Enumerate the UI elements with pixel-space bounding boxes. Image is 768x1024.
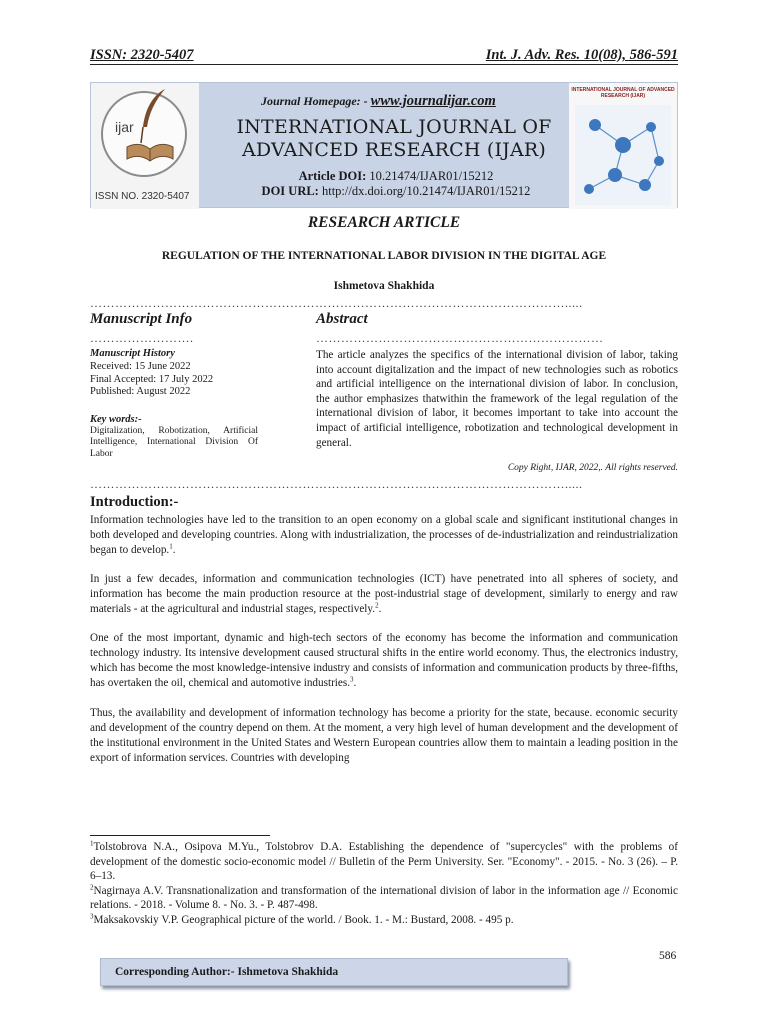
journal-cover-image [569, 83, 677, 209]
published-date: Published: August 2022 [90, 386, 191, 398]
header-issn: ISSN: 2320-5407 [90, 47, 194, 63]
article-type: RESEARCH ARTICLE [307, 214, 461, 231]
abstract-heading: Abstract [316, 311, 368, 327]
journal-banner [90, 82, 678, 208]
footnote-1: $^1$Tolstobrova N.A., Osipova M.Yu., Tolstobrov D.A. Establishing the dependence of "supercycles" with the problems of development of the domestic socio-economic model // Bulletin of the Perm University. Ser. "Economy". - 2015. - No. 3 (26). – P. 6–13. [90, 839, 678, 882]
corresponding-author: Corresponding Author:- Ishmetova Shakhida [115, 966, 339, 978]
received-date: Received: 15 June 2022 [90, 360, 191, 372]
introduction-heading: Introduction:- [90, 494, 179, 510]
homepage-link[interactable]: www.journalijar.com [370, 93, 496, 109]
manuscript-info-heading: Manuscript Info [90, 311, 193, 327]
logo-issn: ISSN NO. 2320-5407 [95, 191, 190, 202]
divider-dots-right: …………………………………………………………… [316, 331, 604, 345]
divider-dots-bottom: ……………………………………………………………………………………………………..... [90, 477, 583, 491]
intro-paragraph-1: Information technologies have led to the transition to an open economy on a global scale and significant institutional changes in both developed and developing countries. Along with industrialization, the processes of de-industrialization and reindustrialization began to develop.$^1$. [90, 514, 678, 556]
doi-url-label: DOI URL: [261, 184, 319, 198]
molecule-illustration [575, 105, 671, 205]
journal-title [219, 116, 569, 162]
quill-icon [135, 87, 171, 147]
book-icon [125, 141, 175, 163]
intro-paragraph-4: Thus, the availability and development of information technology has become a priority for the state, because. economic security and development of the country depend on them. At the moment, a very high level of human development and the development of the institutional environment in the United States and Western European countries allow them to maintain a leading position in the export of information services. Countries with developing [90, 707, 678, 764]
keywords [90, 414, 258, 460]
page-number: 586 [659, 950, 677, 962]
abstract-text: The article analyzes the specifics of the international division of labor, taking into account digitalization and the impact of new technologies such as robotics and artificial intelligence on the international division of labor. In conclusion, the author emphasizes thatwithin the framework of the legal regulation of the international division of labor, it becomes important to take into account the impact of artificial intelligence, robotization and technological development in general. [316, 349, 678, 449]
article-title: REGULATION OF THE INTERNATIONAL LABOR DIVISION IN THE DIGITAL AGE [161, 250, 607, 262]
journal-title-line-2: ADVANCED RESEARCH (IJAR) [241, 139, 547, 161]
doi-value: 10.21474/IJAR01/15212 [369, 169, 494, 183]
intro-paragraph-2: In just a few decades, information and communication technologies (ICT) have penetrated into all spheres of society, and information has become the main production resource at the post-industrial stage of development, similarly to energy and raw materials - at the agricultural and industrial stages, respectively.$^2$. [90, 573, 678, 615]
doi-block [241, 169, 551, 199]
journal-homepage [261, 93, 496, 110]
journal-logo [91, 83, 199, 209]
running-header [90, 45, 678, 65]
article-author: Ishmetova Shakhida [333, 280, 435, 292]
intro-paragraph-3: One of the most important, dynamic and high-tech sectors of the economy has become the information and communication technology industry. Its intensive development caused structural shifts in the entire world economy. Thus, the electronics industry, which has become the most knowledge-intensive industry and consists of information and communication products by three-fifths, has overtaken the oil, chemical and automotive industries.$^3$. [90, 632, 678, 689]
journal-title-line-1: INTERNATIONAL JOURNAL OF [236, 116, 552, 138]
accepted-date: Final Accepted: 17 July 2022 [90, 373, 214, 385]
keywords-text: Digitalization, Robotization, Artificial Intelligence, International Division Of Labor [90, 425, 258, 459]
footnote-ref-3[interactable]: 3 [350, 675, 354, 684]
doi-label: Article DOI: [298, 169, 367, 183]
corresponding-author-box [100, 958, 568, 986]
logo-text: ijar [115, 119, 134, 135]
divider-dots: ……………………………………………………………………………………………………..... [90, 296, 583, 310]
footnote-rule [90, 835, 270, 836]
manuscript-history [90, 348, 288, 399]
copyright-notice: Copy Right, IJAR, 2022,. All rights reserved. [507, 463, 678, 473]
history-label: Manuscript History [90, 348, 175, 359]
footnote-3: $^3$Maksakovskiy V.P. Geographical picture of the world. / Book. 1. - M.: Bustard, 2008. - 495 p. [90, 911, 514, 926]
footnote-ref-2[interactable]: 2 [375, 601, 379, 610]
footnote-ref-1[interactable]: 1 [169, 542, 173, 551]
doi-url-link[interactable]: http://dx.doi.org/10.21474/IJAR01/15212 [321, 184, 531, 198]
cover-title: INTERNATIONAL JOURNAL OF ADVANCED RESEARCH (IJAR) [571, 87, 675, 99]
homepage-label: Journal Homepage: - [261, 94, 368, 108]
keywords-label: Key words:- [90, 414, 142, 425]
header-citation: Int. J. Adv. Res. 10(08), 586-591 [485, 47, 678, 63]
footnote-2: $^2$Nagirnaya A.V. Transnationalization and transformation of the international division of labor in the information age // Economic relations. - 2018. - Volume 8. - No. 3. - P. 487-498. [90, 882, 678, 911]
divider-dots-left: ……………………. [90, 331, 194, 345]
footnotes [90, 840, 678, 927]
